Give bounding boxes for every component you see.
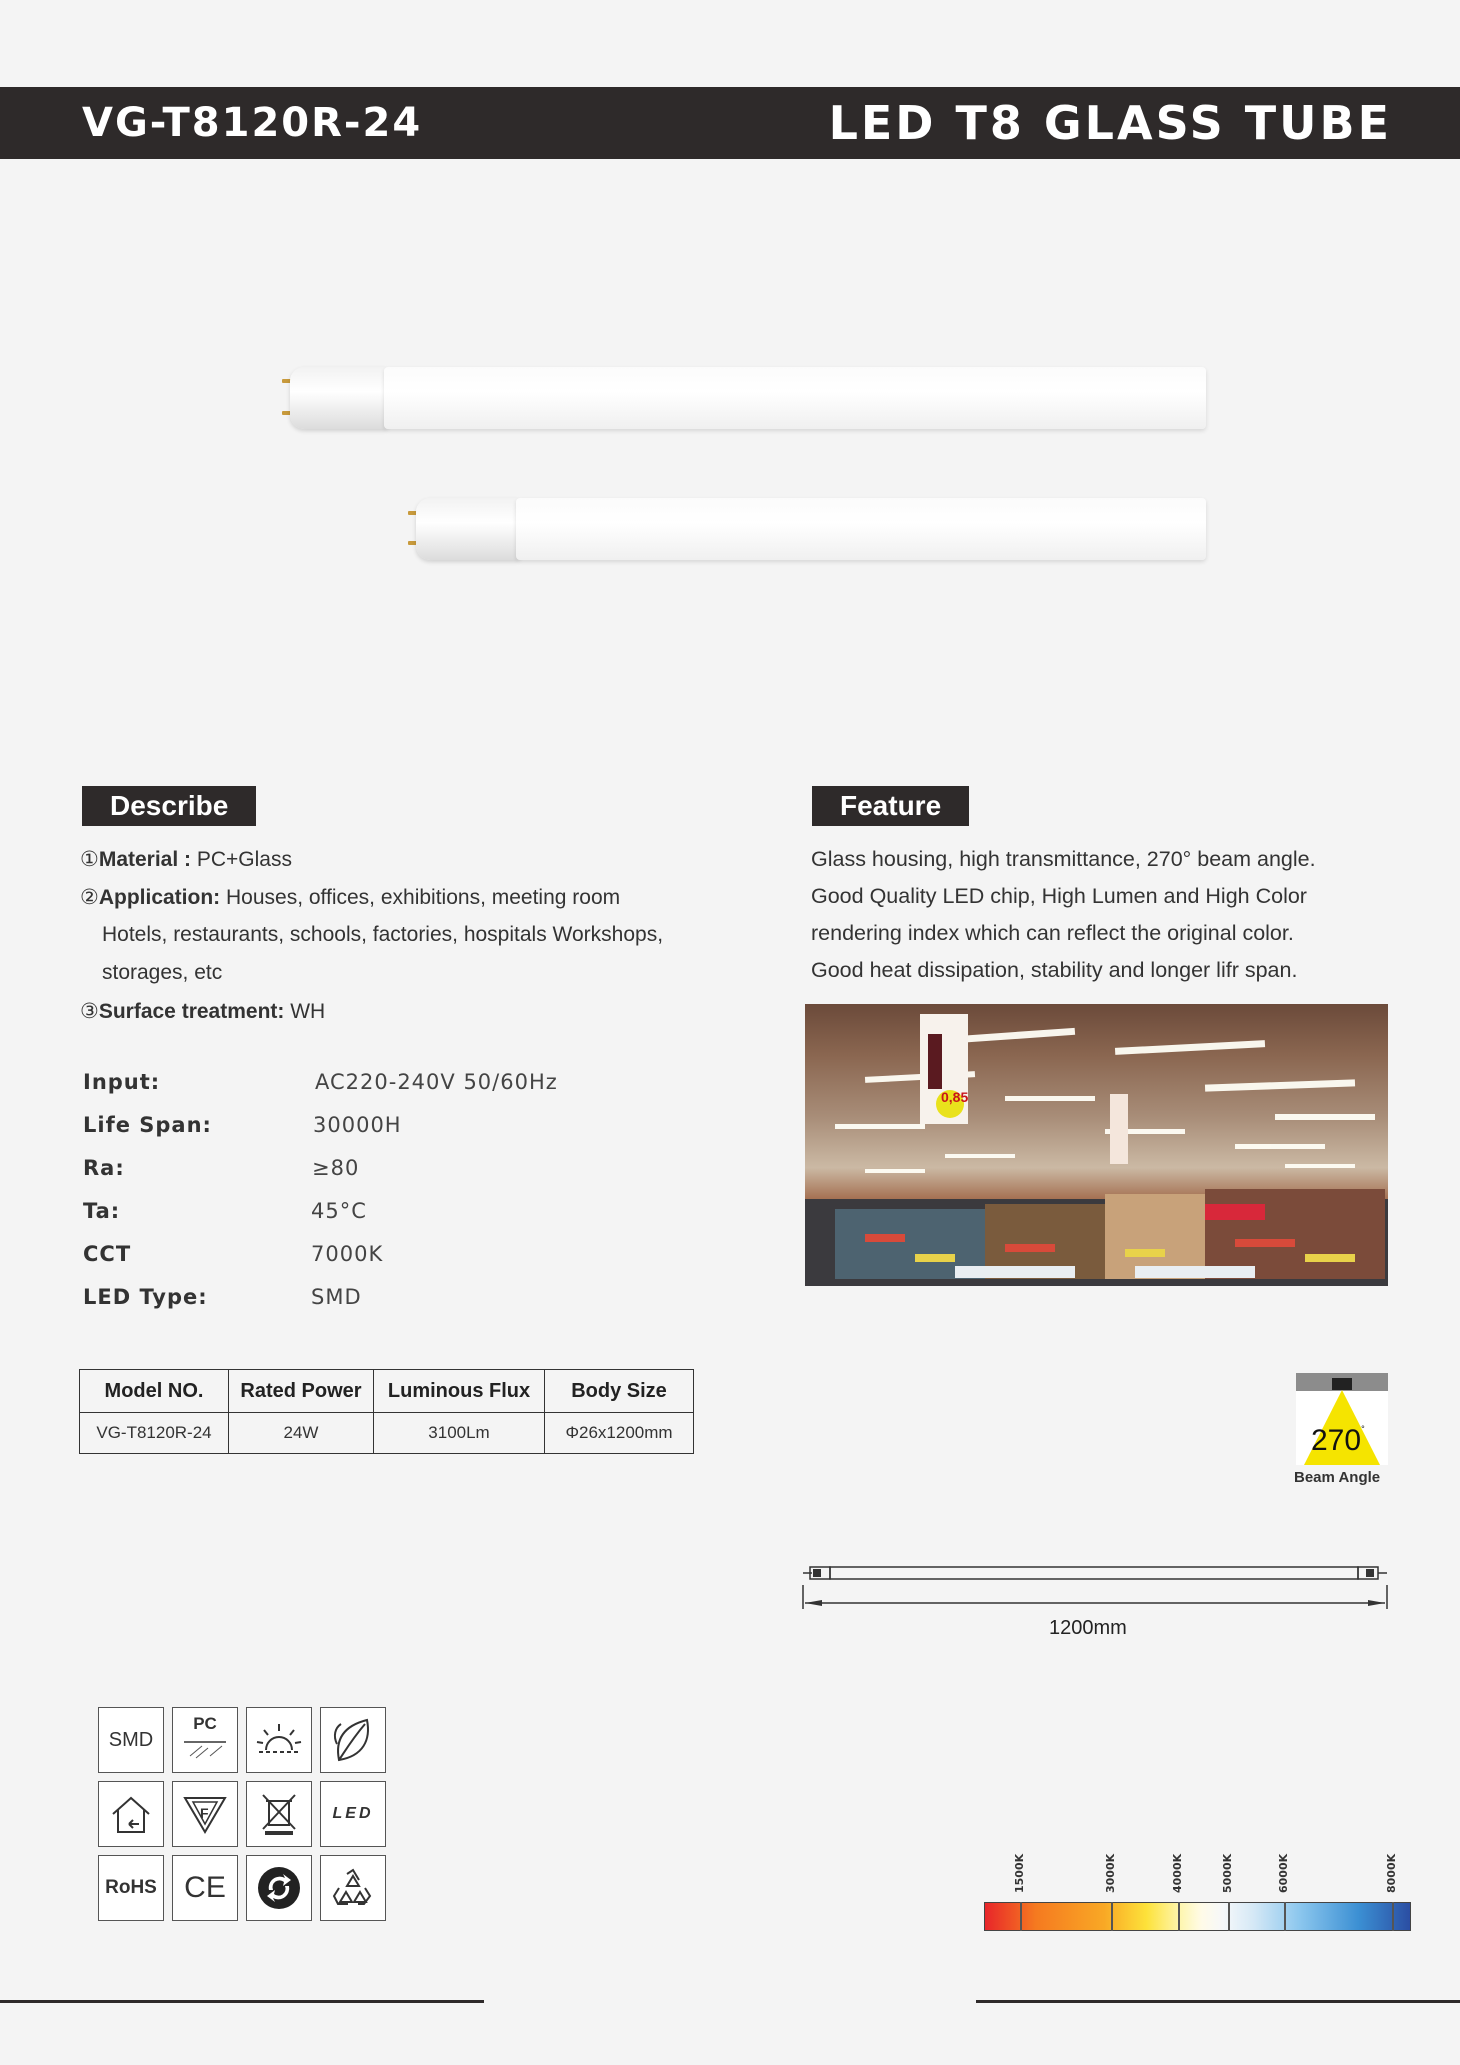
cct-color-bar xyxy=(984,1902,1411,1931)
product-title: LED T8 GLASS TUBE xyxy=(828,96,1392,150)
cct-label: 4000K xyxy=(1171,1853,1184,1893)
pc-icon xyxy=(172,1707,238,1773)
beam-angle-label: Beam Angle xyxy=(1294,1469,1381,1486)
spec-value: AC220-240V 50/60Hz xyxy=(315,1070,558,1094)
cct-tick xyxy=(1392,1902,1394,1931)
cct-tick xyxy=(1284,1902,1286,1931)
spec-table xyxy=(79,1369,694,1454)
cct-label: 8000K xyxy=(1385,1853,1398,1893)
dimension-length: 1200mm xyxy=(1049,1617,1127,1639)
green-dot-icon xyxy=(246,1855,312,1921)
describe-application: ②Application: Houses, offices, exhibitions, meeting room xyxy=(80,886,621,909)
spec-label: Life Span: xyxy=(83,1113,212,1137)
beam-angle-icon xyxy=(1296,1373,1388,1465)
table-header: Luminous Flux xyxy=(374,1370,545,1413)
table-cell: Φ26x1200mm xyxy=(545,1413,694,1454)
feature-line: Good heat dissipation, stability and longer lifr span. xyxy=(811,958,1298,982)
product-image xyxy=(270,355,1210,575)
feature-heading: Feature xyxy=(812,786,969,826)
indoor-home-icon xyxy=(98,1781,164,1847)
footer-line-right xyxy=(976,2000,1460,2003)
feature-line: Good Quality LED chip, High Lumen and High Color xyxy=(811,884,1307,908)
beam-angle-value: 270 xyxy=(1311,1424,1362,1457)
ce-icon: CE xyxy=(172,1855,238,1921)
spec-value: 30000H xyxy=(313,1113,402,1137)
svg-text:F: F xyxy=(200,1805,209,1821)
spec-label: Ta: xyxy=(83,1199,121,1223)
describe-surface: ③Surface treatment: WH xyxy=(80,1000,326,1023)
spec-value: ≥80 xyxy=(312,1156,360,1180)
spec-label: CCT xyxy=(83,1242,132,1266)
spec-value: 45°C xyxy=(311,1199,367,1223)
spec-label: LED Type: xyxy=(83,1285,208,1309)
beam-angle-unit: ° xyxy=(1361,1424,1365,1434)
application-photo xyxy=(805,1004,1388,1286)
describe-heading: Describe xyxy=(82,786,256,826)
eco-leaf-icon xyxy=(320,1707,386,1773)
cct-tick xyxy=(1020,1902,1022,1931)
describe-application-cont: storages, etc xyxy=(102,961,223,984)
model-number: VG-T8120R-24 xyxy=(82,100,423,146)
cct-tick xyxy=(1178,1902,1180,1931)
spec-value: SMD xyxy=(311,1285,362,1309)
feature-line: rendering index which can reflect the original color. xyxy=(811,921,1294,945)
dimension-drawing xyxy=(800,1563,1390,1613)
footer-line-left xyxy=(0,2000,484,2003)
cct-label: 5000K xyxy=(1221,1853,1234,1893)
table-header: Body Size xyxy=(545,1370,694,1413)
cct-tick xyxy=(1228,1902,1230,1931)
feature-text xyxy=(811,841,1316,989)
svg-text:0,85: 0,85 xyxy=(941,1089,969,1105)
led-icon: LED xyxy=(320,1781,386,1847)
table-header-row xyxy=(80,1370,694,1413)
recycle-icon xyxy=(320,1855,386,1921)
smd-icon: SMD xyxy=(98,1707,164,1773)
cct-label: 1500K xyxy=(1013,1853,1026,1893)
describe-application-cont: Hotels, restaurants, schools, factories, hospitals Workshops, xyxy=(102,923,664,946)
table-row xyxy=(80,1413,694,1454)
cct-label: 3000K xyxy=(1104,1853,1117,1893)
spec-label: Input: xyxy=(83,1070,161,1094)
cct-label: 6000K xyxy=(1277,1853,1290,1893)
table-cell: VG-T8120R-24 xyxy=(80,1413,229,1454)
pc-icon-label: PC xyxy=(193,1714,217,1733)
table-cell: 3100Lm xyxy=(374,1413,545,1454)
feature-line: Glass housing, high transmittance, 270° beam angle. xyxy=(811,847,1316,871)
weee-bin-icon xyxy=(246,1781,312,1847)
rohs-icon: RoHS xyxy=(98,1855,164,1921)
spec-label: Ra: xyxy=(83,1156,125,1180)
describe-material: ①Material : PC+Glass xyxy=(80,848,292,871)
table-cell: 24W xyxy=(229,1413,374,1454)
table-header: Rated Power xyxy=(229,1370,374,1413)
light-icon xyxy=(246,1707,312,1773)
cct-tick xyxy=(1111,1902,1113,1931)
f-mark-icon xyxy=(172,1781,238,1847)
table-header: Model NO. xyxy=(80,1370,229,1413)
spec-value: 7000K xyxy=(311,1242,384,1266)
